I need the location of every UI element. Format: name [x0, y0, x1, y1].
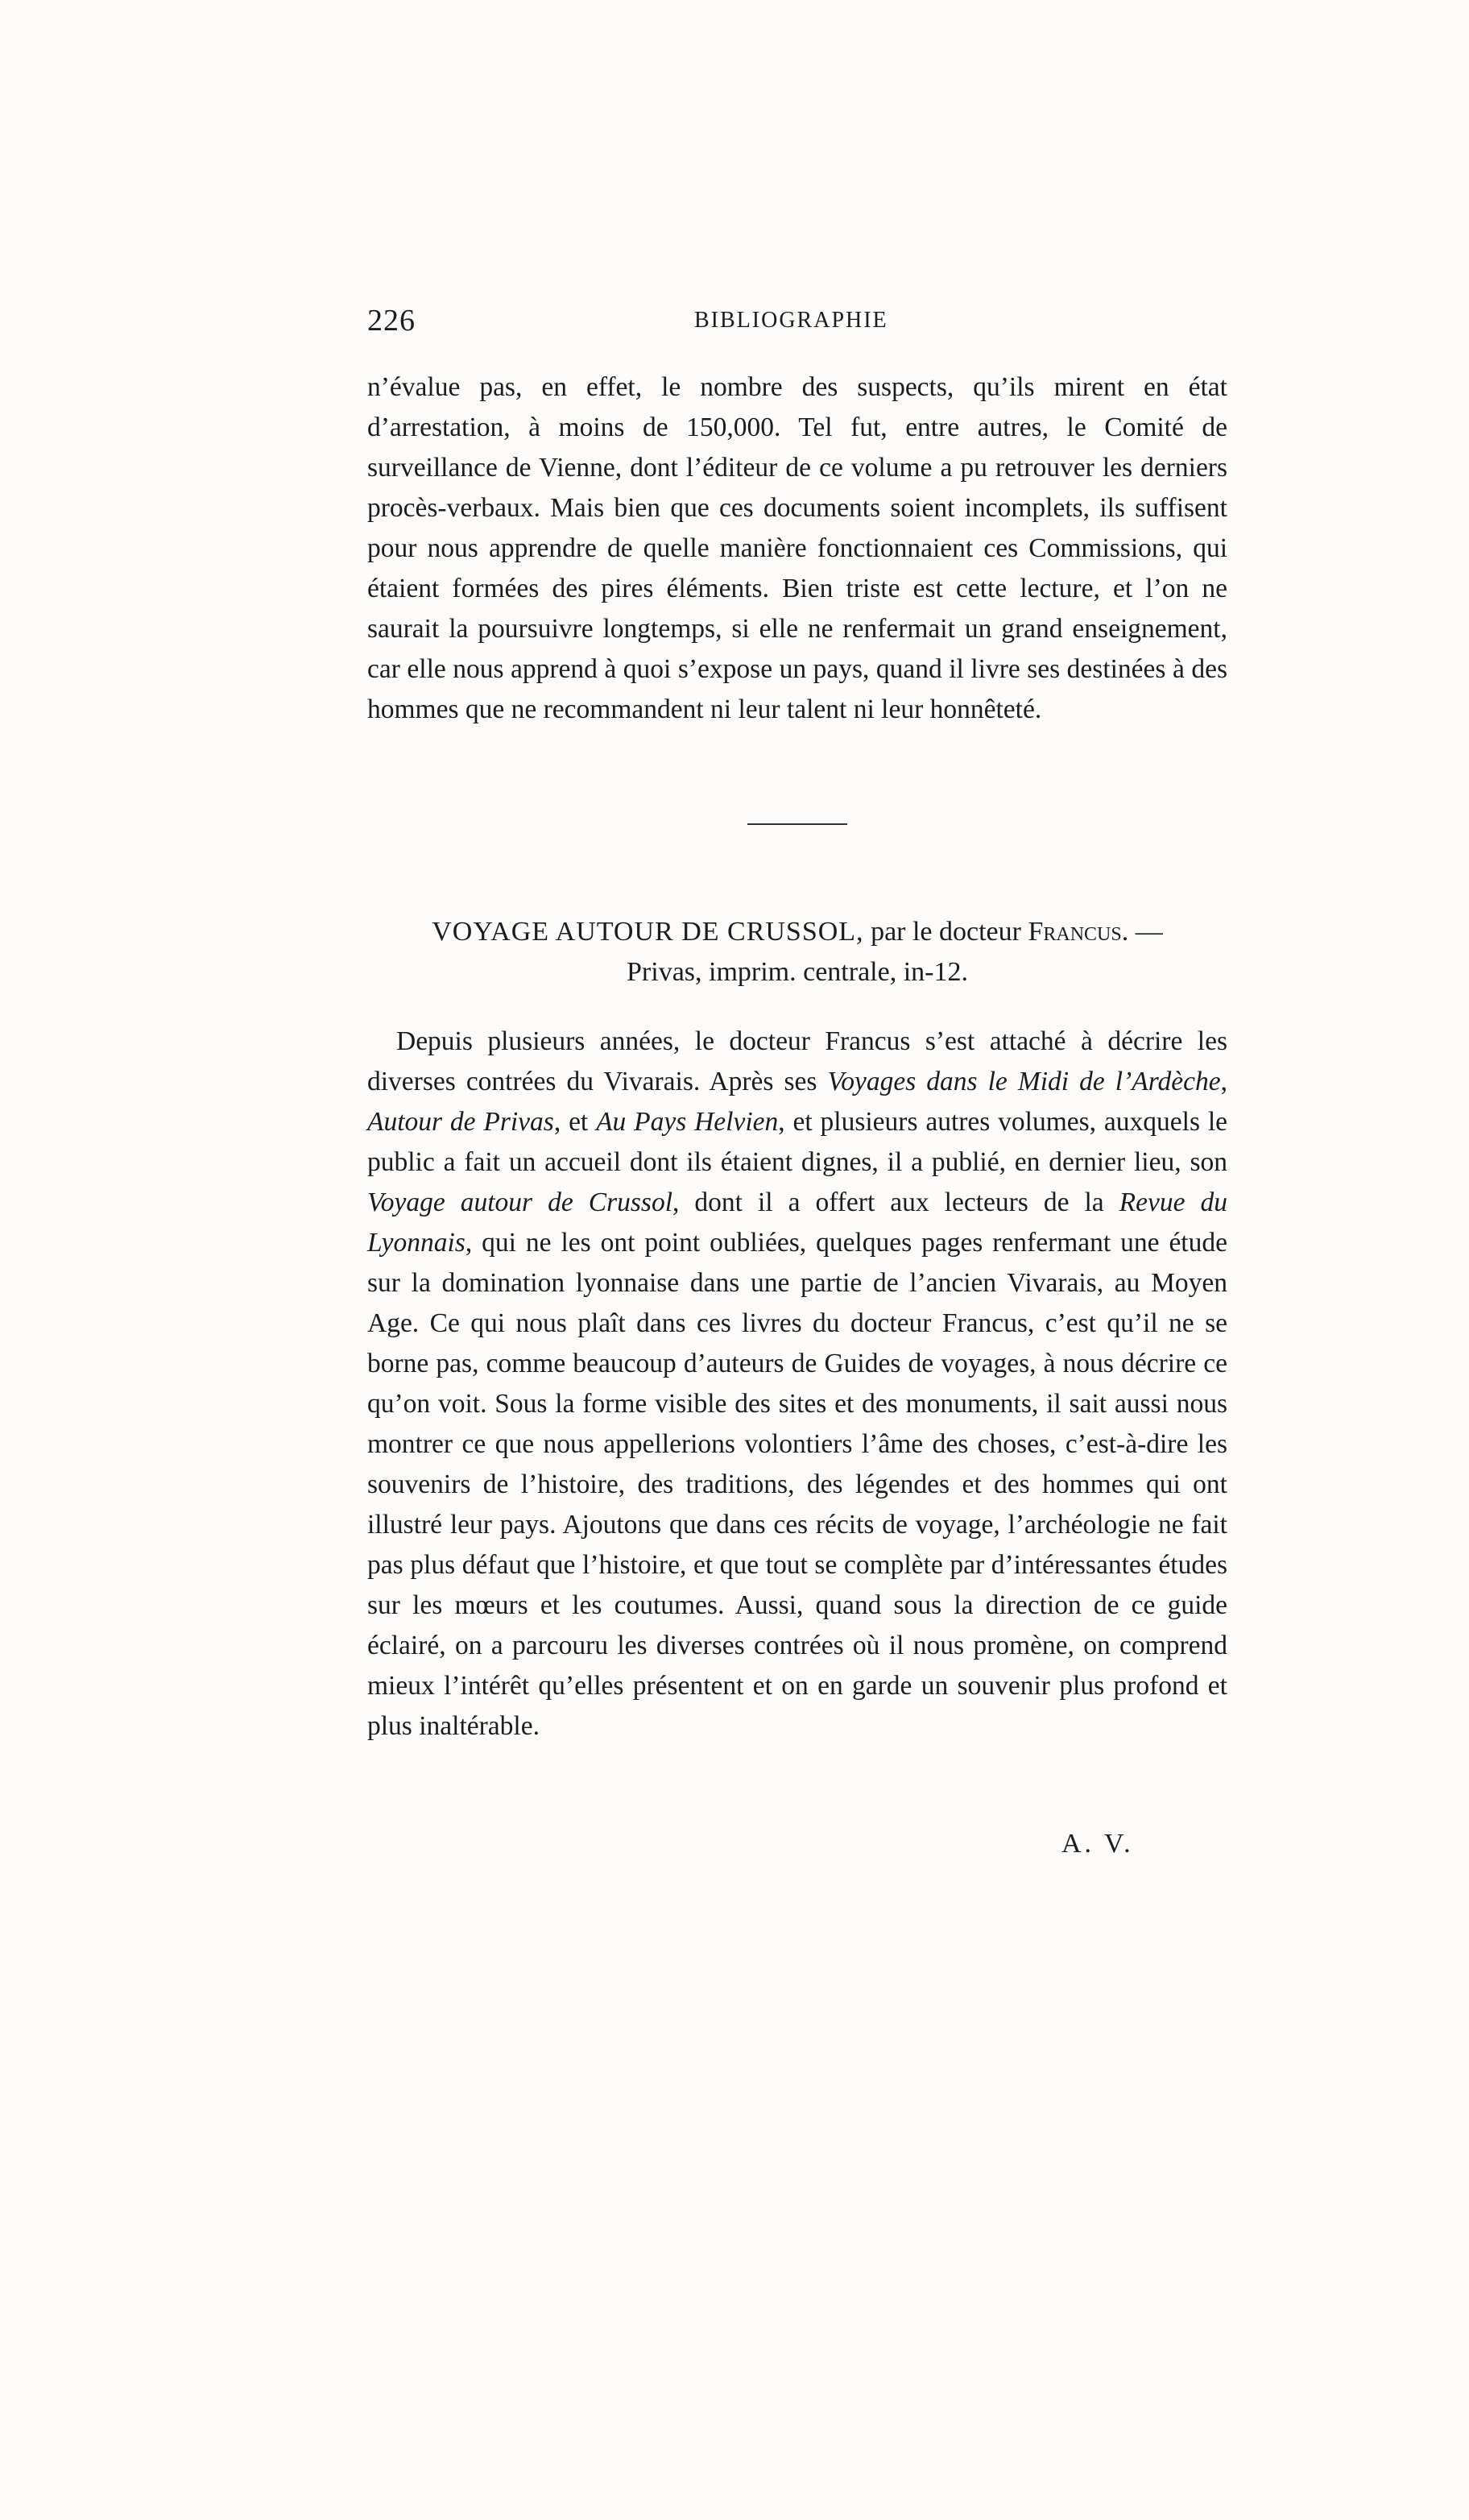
italic-title: Au Pays Helvien	[596, 1107, 779, 1137]
book-title: VOYAGE AUTOUR DE CRUSSOL,	[432, 917, 864, 947]
body-text: , et plusieurs autres volumes, auxquels le public a fait un accueil dont ils étaient dignes, il a publié, en dernier lieu, son	[367, 1107, 1228, 1177]
heading-dash: . —	[1121, 917, 1163, 947]
section-divider	[747, 823, 847, 825]
by-text: par le docteur	[863, 917, 1028, 947]
body-text: ,	[1220, 1067, 1227, 1096]
publication-info: Privas, imprim. centrale, in-12.	[627, 957, 968, 987]
body-text: , dont il a offert aux lecteurs de la	[672, 1187, 1119, 1217]
review-heading	[367, 912, 1227, 993]
italic-title: Voyages dans le Midi de l’Ardèche	[827, 1067, 1221, 1096]
page-header	[367, 303, 1227, 342]
page-number: 226	[367, 304, 416, 338]
review-heading-line-1	[367, 912, 1227, 952]
italic-title: Autour de Privas	[367, 1107, 554, 1137]
author-name: Francus	[1028, 917, 1122, 947]
body-text: Depuis plusieurs années, le docteur Francus s’est attaché à décrire les diverses contrées du Vivarais. Après ses	[367, 1026, 1227, 1096]
review-body	[367, 1022, 1227, 1747]
italic-title: Revue du Lyonnais	[367, 1187, 1227, 1258]
running-head: BIBLIOGRAPHIE	[694, 308, 888, 333]
italic-title: Voyage autour de Crussol	[367, 1187, 672, 1217]
review-signature: A. V.	[1061, 1829, 1134, 1859]
body-text: , qui ne les ont point oubliées, quelques pages renfermant une étude sur la domination lyonnaise dans une partie de l’ancien Vivarais, au Moyen Age. Ce qui nous plaît dans ces livres du docteur Francus, c’est qu’il ne se borne pas, comme beaucoup d’auteurs de Guides de voyages, à nous décrire ce qu’on voit. Sous la forme visible des sites et des monuments, il sait aussi nous montrer ce que nous appellerions volontiers l’âme des choses, c’est-à-dire les souvenirs de l’histoire, des traditions, des légendes et des hommes qui ont illustré leur pays. Ajoutons que dans ces récits de voyage, l’archéologie ne fait pas plus défaut que l’histoire, et que tout se complète par d’intéressantes études sur les mœurs et les coutumes. Aussi, quand sous la direction de ce guide éclairé, on a parcouru les diverses contrées où il nous promène, on comprend mieux l’intérêt qu’elles présentent et on en garde un souvenir plus profond et plus inaltérable.	[367, 1228, 1227, 1741]
body-text: , et	[553, 1107, 597, 1137]
paragraph-continuation: n’évalue pas, en effet, le nombre des suspects, qu’ils mirent en état d’arrestation, à moins de 150,000. Tel fut, entre autres, le Comité de surveillance de Vienne, dont l’éditeur de ce volume a pu retrouver les derniers procès-verbaux. Mais bien que ces documents soient incomplets, ils suffisent pour nous apprendre de quelle manière fonctionnaient ces Commissions, qui étaient formées des pires éléments. Bien triste est cette lecture, et l’on ne saurait la poursuivre longtemps, si elle ne renfermait un grand enseignement, car elle nous apprend à quoi s’expose un pays, quand il livre ses destinées à des hommes que ne recommandent ni leur talent ni leur honnêteté.	[367, 372, 1227, 724]
